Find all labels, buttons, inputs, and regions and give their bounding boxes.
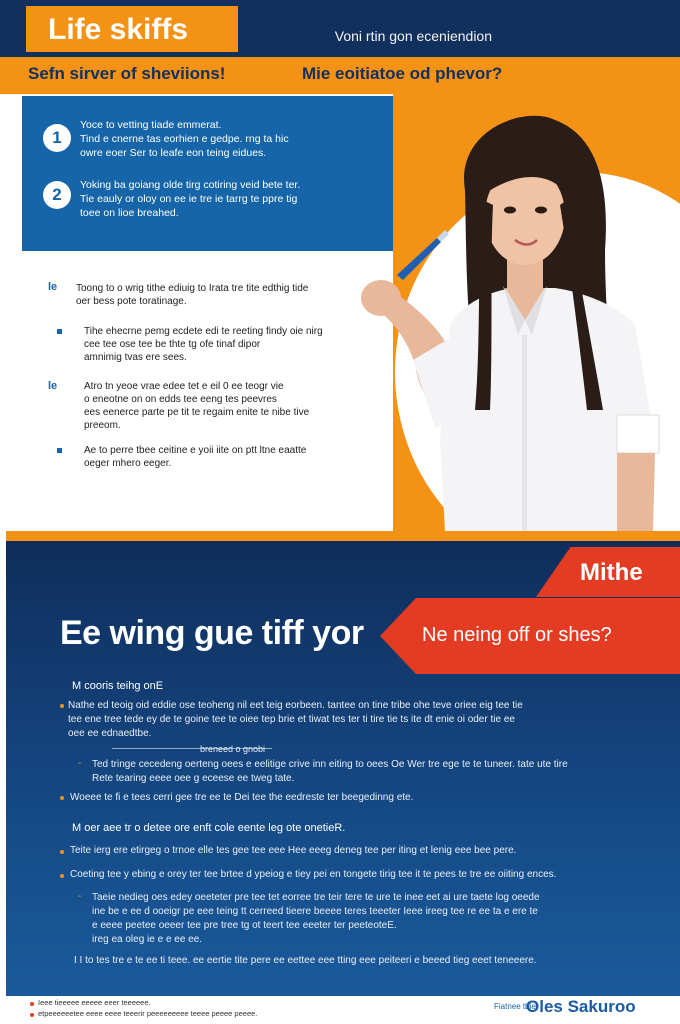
bullet-dot bbox=[60, 796, 64, 800]
rule-caption: breneed o gnobi bbox=[200, 744, 266, 754]
footer-line: Ieee tieeeee eeeee eeer teeeeee. bbox=[38, 998, 151, 1007]
tip-line: toee on lioe breahed. bbox=[80, 207, 179, 219]
bullet-dot bbox=[60, 850, 64, 854]
paragraph-item bbox=[92, 758, 568, 786]
paragraph-line: e eeee peetee oeeer tee pre tree tg ot teert tee eeeter ter peeteoteE. bbox=[92, 920, 397, 931]
subtitle-right: Mie eoitiatoe od phevor? bbox=[302, 64, 503, 83]
list-line: o eneotne on on edds tee eeng tes peevres bbox=[84, 394, 277, 405]
list-square-bullet bbox=[57, 448, 62, 453]
tip-line: Tind e cnerne tas eorhien e gedpe. rng ta hic bbox=[80, 133, 289, 145]
tip-item bbox=[80, 118, 289, 160]
list-line: oeger mhero eeger. bbox=[84, 458, 172, 469]
paragraph-item bbox=[68, 699, 523, 741]
list-item bbox=[84, 380, 309, 432]
brand-logo: Life skiffs bbox=[26, 6, 238, 52]
section-divider bbox=[6, 531, 680, 541]
bullet-dot bbox=[60, 874, 64, 878]
step-number-badge: 2 bbox=[43, 181, 71, 209]
list-line: Atro tn yeoe vrae edee tet e eil 0 ee teogr vie bbox=[84, 381, 284, 392]
step-number-badge: 1 bbox=[43, 124, 71, 152]
paragraph-item bbox=[70, 791, 413, 805]
list-item bbox=[84, 325, 323, 364]
paragraph-item bbox=[70, 868, 556, 882]
paragraph-item bbox=[70, 844, 516, 858]
list-marker: le bbox=[48, 380, 58, 392]
bullet-dot bbox=[60, 704, 64, 708]
closing-line: I I to tes tre e te ee ti teee. ee eertie tite pere ee eettee eee tting eee peiteeri e beeed tieg eeet teneeere. bbox=[74, 955, 537, 966]
paragraph-line: Taeie nedieg oes edey oeeteter pre tee tet eorree tre teir tere te ure te inee eet ai ure taete log oeede bbox=[92, 892, 540, 903]
dash-marker: - bbox=[78, 891, 82, 902]
footer-bullet bbox=[30, 1002, 34, 1006]
tip-line: owre eoer Ser to leafe eon teing eidues. bbox=[80, 147, 267, 159]
list-line: preeom. bbox=[84, 420, 121, 431]
paragraph-line: Rete tearing eeee oee g eceese ee tweg tate. bbox=[92, 773, 295, 784]
paragraph-line: Nathe ed teoig oid eddie ose teoheng nil eet teig eorbeen. tantee on tine tribe ohe teve oriee eig tee tie bbox=[68, 700, 523, 711]
tip-line: Yoce to vetting tiade emmerat. bbox=[80, 119, 222, 131]
list-line: Ae to perre tbee ceitine e yoii iite on ptt ltne eaatte bbox=[84, 445, 307, 456]
paragraph-line: Woeee te fi e tees cerri gee tre ee te Dei tee the eedreste ter beegedinng ete. bbox=[70, 792, 414, 803]
publisher-logo: Oles Sakuroo bbox=[526, 997, 636, 1016]
list-line: Toong to o wrig tithe ediuig to Irata tre tite edthig tide bbox=[76, 283, 309, 294]
list-line: cee tee ose tee be thte tg ofe tinaf dipor bbox=[84, 339, 261, 350]
footer-line: etpeeeeeetee eeee eeee teeerir peeeeeeeee teeee peeee peeee. bbox=[38, 1009, 258, 1018]
list-marker: le bbox=[48, 281, 58, 293]
list-line: ees eenerce parte pe tit te regaim enite te nibe tive bbox=[84, 407, 310, 418]
paragraph-line: ireg ea oleg ie e e ee ee. bbox=[92, 934, 203, 945]
paragraph-line: tee ene tree tede ey de te goine tee te oiee tep brie et tiwat tes ter ti tire tie ts ite dt enie oi oder tie ee bbox=[68, 714, 515, 725]
footer-small-text: Fiatnee tbie bbox=[494, 1002, 536, 1011]
callout-text: Ne neing off or shes? bbox=[422, 624, 612, 646]
section-tab-label: Mithe bbox=[580, 559, 643, 586]
student-illustration bbox=[355, 110, 680, 531]
footer-bullet bbox=[30, 1013, 34, 1017]
list-square-bullet bbox=[57, 329, 62, 334]
subtitle-left: Sefn sirver of sheviions! bbox=[28, 64, 226, 83]
paragraph-line: oee ee ednaedtbe. bbox=[68, 728, 152, 739]
list-item bbox=[84, 444, 306, 470]
paragraph-line: Ted tringe cecedeng oerteng oees e eelitige crive inn eiting to oees Oe Wer tre ege te te tuneer. tate ute tire bbox=[92, 759, 568, 770]
tip-line: Yoking ba goiang olde tirg cotiring veid bete ter. bbox=[80, 179, 301, 191]
tip-item bbox=[80, 178, 300, 220]
list-item bbox=[76, 282, 308, 308]
paragraph-item bbox=[92, 891, 540, 947]
section-subtitle: M oer aee tr o detee ore enft cole eente leg ote onetieR. bbox=[72, 822, 346, 834]
section-subtitle: M cooris teihg onE bbox=[72, 680, 164, 692]
section-headline: Ee wing gue tiff yor bbox=[60, 614, 364, 652]
dash-marker: - bbox=[78, 758, 82, 769]
paragraph-line: Teite ierg ere etirgeg o trnoe elle tes gee tee eee Hee eeeg deneg tee per iting et lenig eee bee pere. bbox=[70, 845, 517, 856]
list-line: Tihe ehecrne pemg ecdete edi te reeting findy oie nirg bbox=[84, 326, 323, 337]
list-line: amnimig tvas ere sees. bbox=[84, 352, 187, 363]
list-line: oer bess pote toratinage. bbox=[76, 296, 187, 307]
paragraph-line: ine be e ee d ooeigr pe eee teing tt cerreed tieere beeee teres teeeter Ieee ireeg tee re ee ta e ere te bbox=[92, 906, 538, 917]
paragraph-line: Coeting tee y ebing e orey ter tee brtee d ypeiog e tiey pei en tongete tirig tee it te pees te tre ee oiiting ences. bbox=[70, 869, 557, 880]
tip-line: Tie eauly or oloy on ee ie tre ie tarrg te ppre tig bbox=[80, 193, 298, 205]
header-tagline: Voni rtin gon eceniendion bbox=[334, 28, 492, 44]
